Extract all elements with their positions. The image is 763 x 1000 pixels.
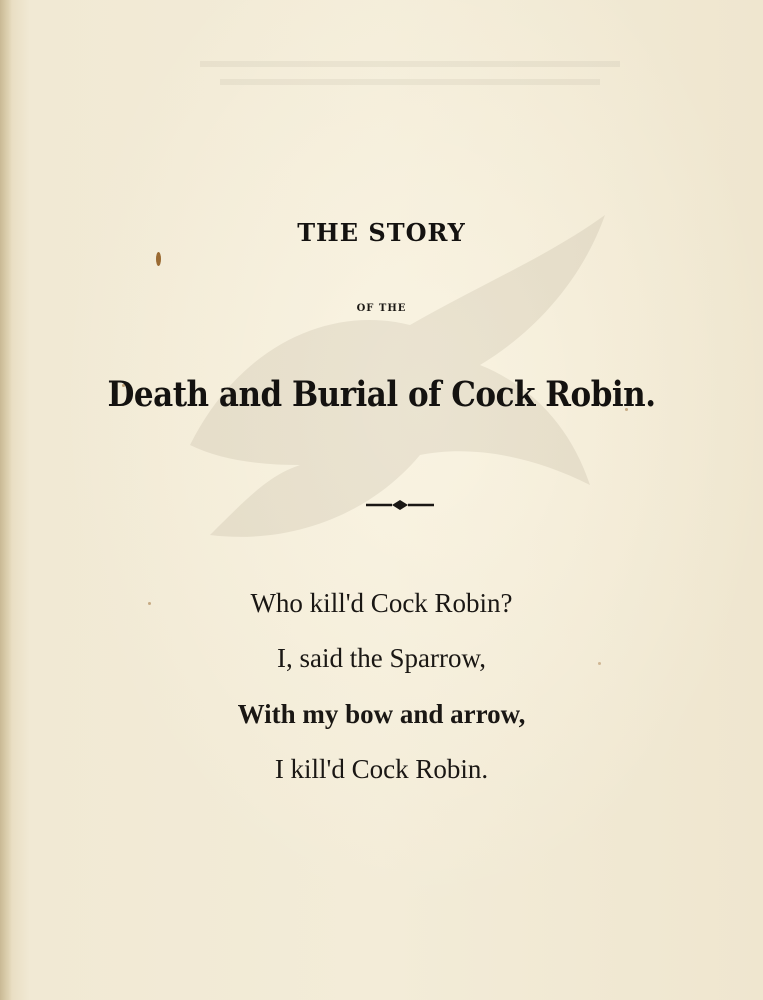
- page-heading: Death and Burial of Cock Robin.: [107, 374, 656, 416]
- foxing-spot: [156, 252, 161, 266]
- poem-line: With my bow and arrow,: [237, 699, 526, 729]
- show-through-text: [190, 55, 630, 105]
- page-subtitle: OF THE: [356, 303, 407, 314]
- page-gutter-edge: [0, 0, 12, 1000]
- poem-line: I, said the Sparrow,: [277, 643, 486, 673]
- poem-line: I kill'd Cock Robin.: [274, 754, 489, 784]
- ornament-divider-icon: [366, 498, 434, 512]
- page-title: THE STORY: [297, 218, 466, 247]
- poem-line: Who kill'd Cock Robin?: [250, 588, 513, 618]
